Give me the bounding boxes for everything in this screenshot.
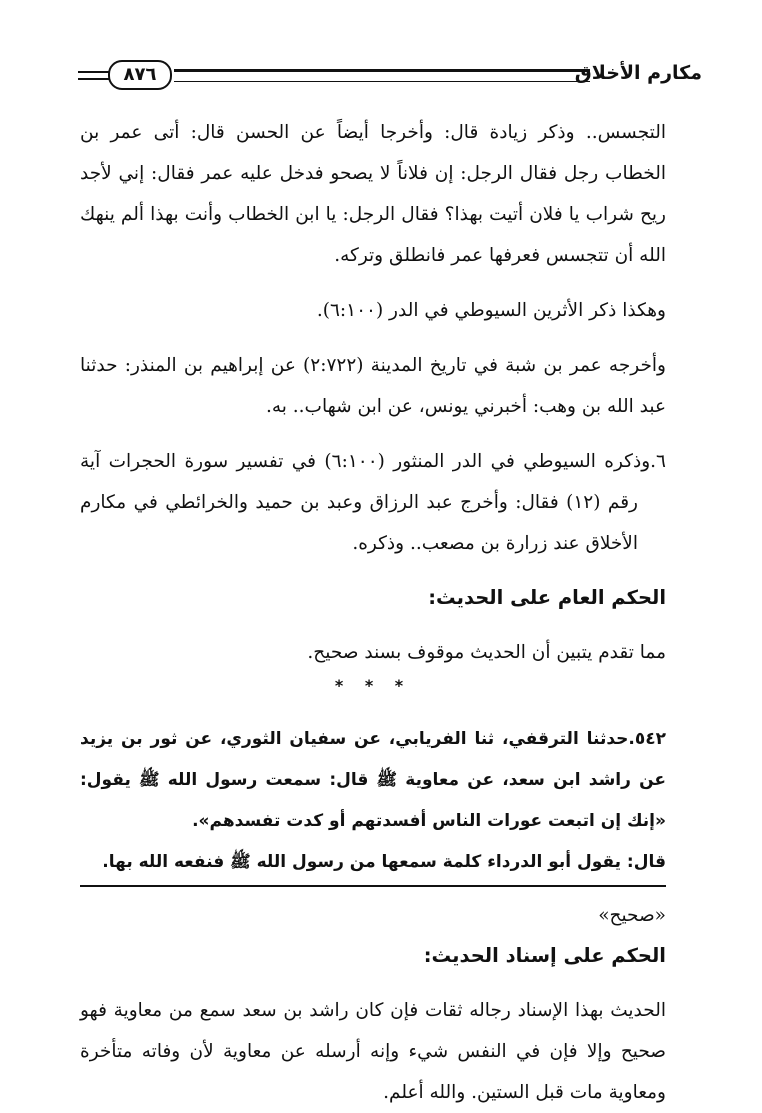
- book-title: مكارم الأخلاق: [574, 62, 702, 84]
- footnote-separator: [80, 885, 666, 887]
- header-rule: [174, 69, 590, 82]
- paragraph-ruling: مما تقدم يتبين أن الحديث موقوف بسند صحيح.: [307, 642, 666, 663]
- footnote-6: ٦.وذكره السيوطي في الدر المنثور (٦:١٠٠) في تفسير سورة الحجرات آية رقم (١٢) فقال: وأخرج عبد الرزاق وعبد بن حميد والخرائطي في مكارم الأخلاق عند زرارة بن مصعب.. وذكره.: [80, 451, 666, 554]
- hadith-542: ٥٤٢.حدثنا الترقفي، ثنا الفريابي، عن سفيان الثوري، عن ثور بن يزيد عن راشد ابن سعد، عن معاوية ﷺ قال: سمعت رسول الله ﷺ يقول: «إنك إن اتبعت عورات الناس أفسدتهم أو كدت تفسدهم».: [80, 729, 666, 831]
- paragraph-suyuti-reference: وهكذا ذكر الأثرين السيوطي في الدر (٦:١٠٠).: [316, 300, 666, 321]
- header-ornament: [78, 71, 110, 80]
- paragraph-isnad: الحديث بهذا الإسناد رجاله ثقات فإن كان راشد بن سعد سمع من معاوية فهو صحيح وإلا فإن في النفس شيء وإنه أرسله عن معاوية لأن وفاته متأخرة ومعاوية مات قبل الستين. والله أعلم.: [80, 1000, 666, 1103]
- section-divider-stars: * * *: [334, 676, 412, 695]
- page-number: ٨٧٦: [108, 60, 172, 90]
- page-body: [80, 112, 666, 1113]
- hadith-grade: «صحيح»: [598, 905, 666, 926]
- heading-general-ruling: الحكم العام على الحديث:: [428, 586, 666, 609]
- paragraph-umar-ibn-shabbah: وأخرجه عمر بن شبة في تاريخ المدينة (٢:٧٢٢) عن إبراهيم بن المنذر: حدثنا عبد الله بن وهب: أخبرني يونس، عن ابن شهاب.. به.: [80, 355, 666, 417]
- page-header: [78, 60, 702, 94]
- paragraph-umar-tajassus: التجسس.. وذكر زيادة قال: وأخرجا أيضاً عن الحسن قال: أتى عمر بن الخطاب رجل فقال الرجل: إن فلاناً لا يصحو فدخل عليه عمر فقال: إني لأجد ريح شراب يا فلان أتيت بهذا؟ فقال الرجل: يا ابن الخطاب وأنت بهذا ألم ينهك الله أن تتجسس فعرفها عمر فانطلق وتركه.: [80, 122, 666, 266]
- heading-isnad-ruling: الحكم على إسناد الحديث:: [423, 944, 666, 967]
- hadith-542-continuation: قال: يقول أبو الدرداء كلمة سمعها من رسول الله ﷺ فنفعه الله بها.: [102, 852, 666, 872]
